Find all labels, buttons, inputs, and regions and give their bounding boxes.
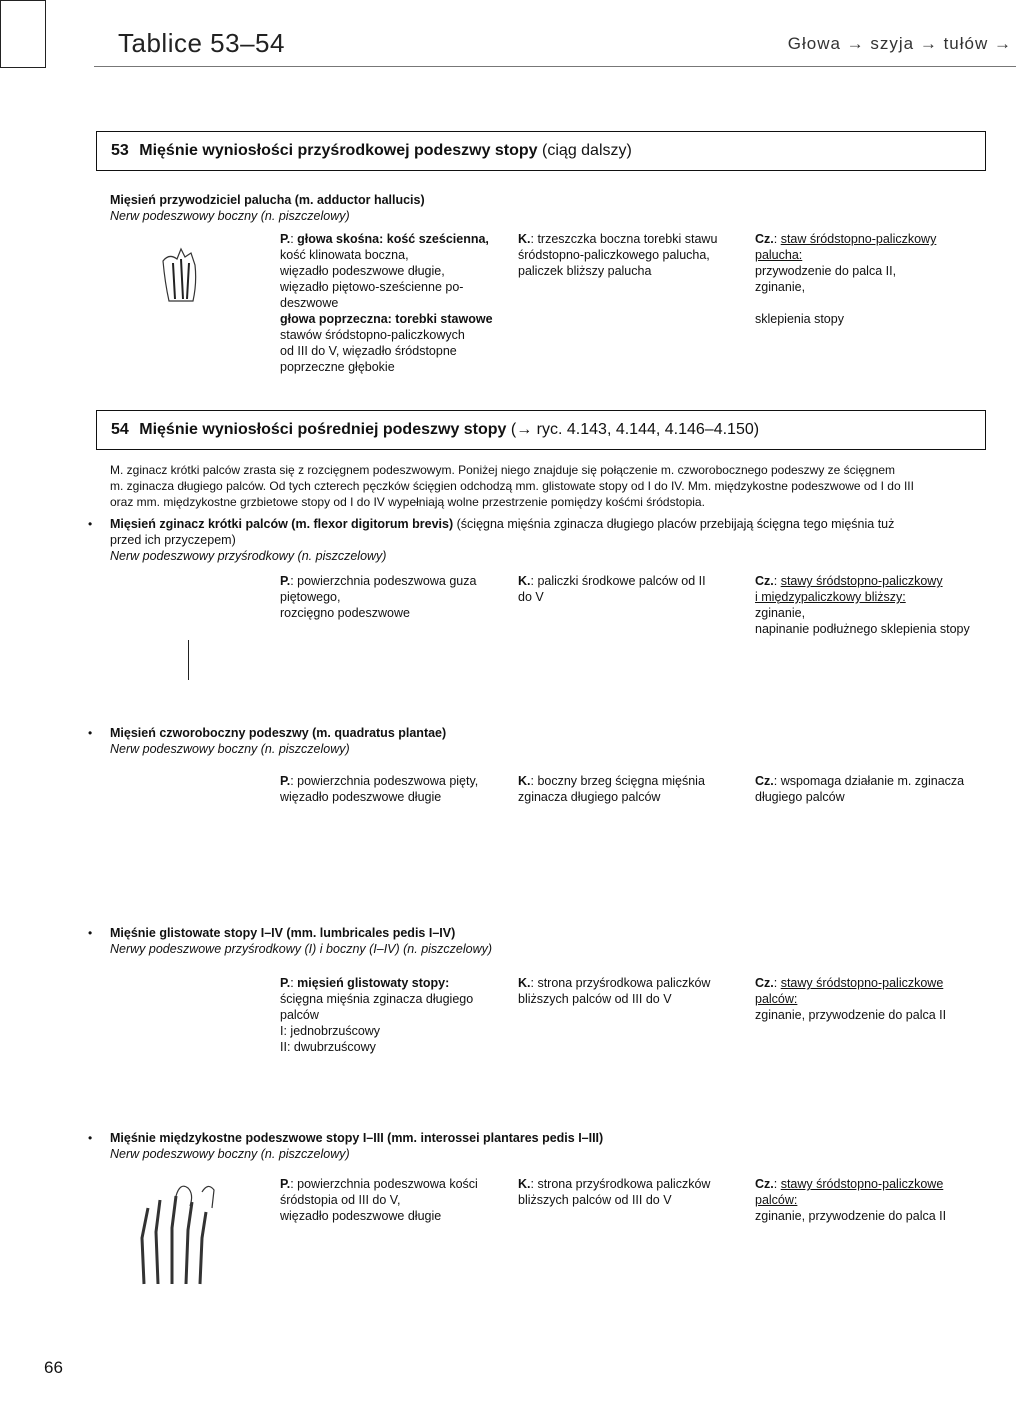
corner-frame: [0, 0, 46, 68]
muscle-lumbricales-pedis: • Mięśnie glistowate stopy I–IV (mm. lumbricales pedis I–IV) Nerwy podeszwowe przyśrodkowy (I) i boczny (I–IV) (n. piszczelowy): [88, 926, 493, 956]
section-54-header: [96, 410, 986, 450]
section-number: 54: [111, 421, 129, 438]
insertion-column: K.: trzeszczka boczna torebki stawu śródstopno-paliczkowego palucha, paliczek bliższy palucha: [518, 232, 718, 278]
origin-column: P.: głowa skośna: kość sześcienna, kość klinowata boczna, więzadło podeszwowe długie, więzadło piętowo-sześcienne po- deszwowe głowa poprzeczna: torebki stawowe stawów śródstopno-paliczkowych od III do V, więzadło śródstopne poprzeczne głębokie: [280, 232, 493, 374]
figure-line: [188, 640, 189, 680]
page-title: Tablice 53–54: [118, 28, 285, 58]
muscle-adductor-hallucis: [110, 192, 990, 224]
section-title: Mięśnie wyniosłości pośredniej podeszwy stopy: [139, 421, 507, 438]
foot-muscle-figure: [155, 243, 205, 305]
muscle-nerve: Nerw podeszwowy boczny (n. piszczelowy): [110, 209, 350, 223]
section-ref: (→ ryc. 4.143, 4.144, 4.146–4.150): [510, 421, 760, 438]
muscle-interossei-plantares: • Mięśnie międzykostne podeszwowe stopy I–III (mm. interossei plantares pedis I–III) Nerw podeszwowy boczny (n. piszczelowy): [88, 1131, 604, 1161]
section-53-header: [96, 131, 986, 171]
header-divider: [94, 66, 1016, 67]
breadcrumb: Głowa → szyja → tułów →: [787, 34, 1012, 53]
section-number: 53: [111, 142, 129, 159]
page-number: 66: [44, 1358, 63, 1377]
section-title: Mięśnie wyniosłości przyśrodkowej podeszwy stopy: [139, 142, 538, 159]
section-54-intro: M. zginacz krótki palców zrasta się z rozcięgnem podeszwowym. Poniżej niego znajduje się połączenie m. czworobocznego podeszwy ze ścięgnem m. zginacza długiego palców. Od tych czterech pęczków ścięgien odchodzą mm. glistowate stopy od I do IV. Mm. międzykostne podeszwowe od I do III oraz mm. międzykostne grzbietowe stopy od I do IV wypełniają wolne przestrzenie pomiędzy kośćmi śródstopia.: [110, 463, 914, 509]
muscle-name: Mięsień przywodziciel palucha (m. adductor hallucis): [110, 193, 425, 207]
foot-skeleton-figure: [132, 1178, 222, 1288]
muscle-flexor-digitorum-brevis: • Mięsień zginacz krótki palców (m. flexor digitorum brevis) (ścięgna mięśnia zginacza długiego placów przebijają ścięgna tego mięśnia tuż przed ich przyczepem) Nerw podeszwowy przyśrodkowy (n. piszczelowy): [88, 517, 895, 563]
section-suffix: (ciąg dalszy): [542, 142, 632, 159]
function-column: Cz.: staw śródstopno-paliczkowy palucha: przywodzenie do palca II, zginanie, sklepienia stopy: [755, 232, 937, 326]
muscle-quadratus-plantae: • Mięsień czworoboczny podeszwy (m. quadratus plantae) Nerw podeszwowy boczny (n. piszczelowy): [88, 726, 447, 756]
